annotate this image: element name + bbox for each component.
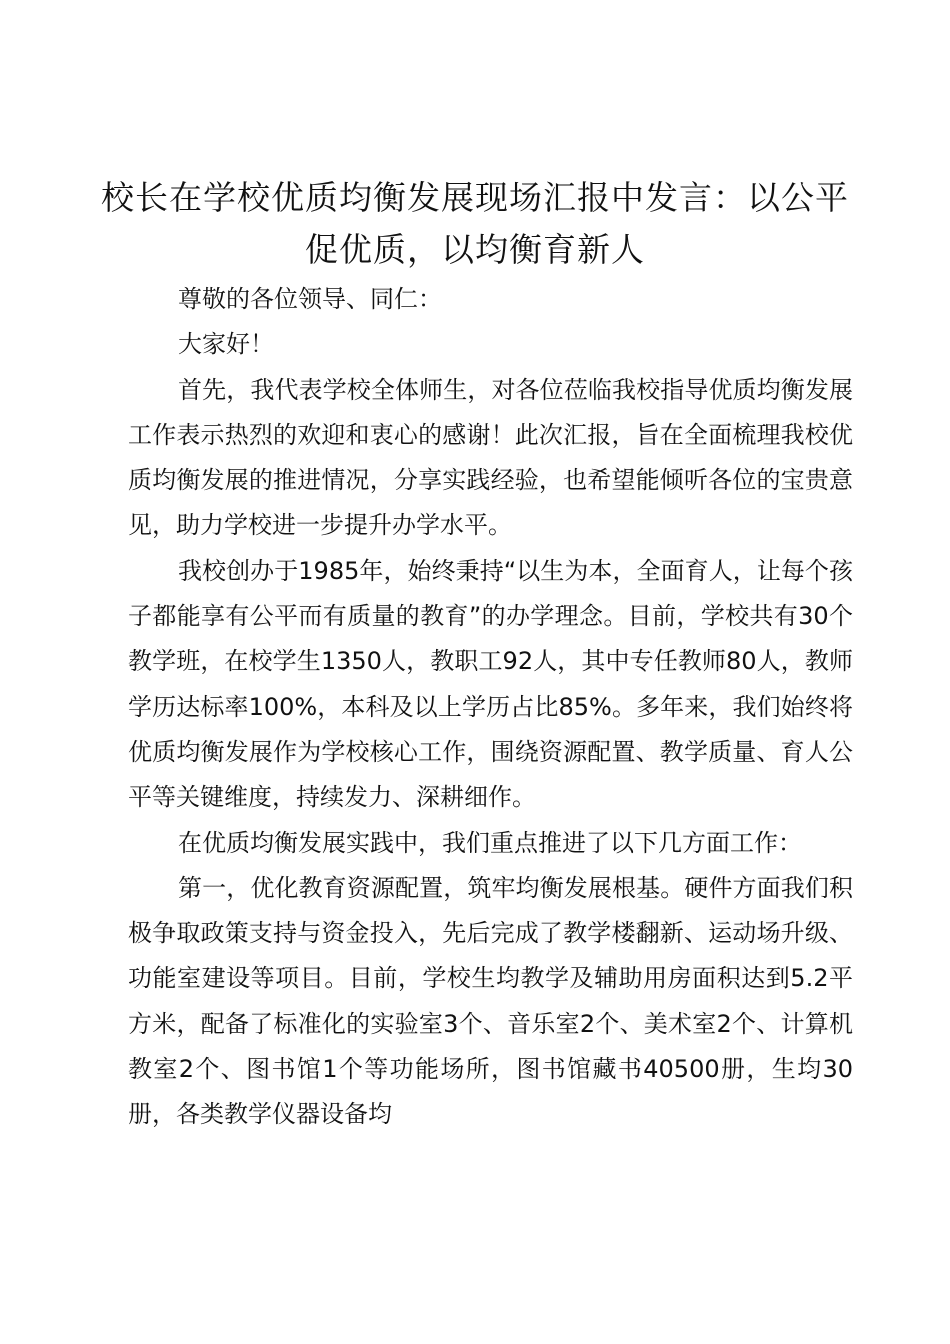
paragraph-resource-allocation: 第一，优化教育资源配置，筑牢均衡发展根基。硬件方面我们积极争取政策支持与资金投入，先后完成了教学楼翻新、运动场升级、功能室建设等项目。目前，学校生均教学及辅助用房面积达到5.2平方米，配备了标准化的实验室3个、音乐室2个、美术室2个、计算机教室2个、图书馆1个等功能场所，图书馆藏书40500册，生均30册，各类教学仪器设备均 [128, 873, 853, 1129]
greeting: 大家好！ [178, 330, 274, 359]
paragraph-work-intro: 在优质均衡发展实践中，我们重点推进了以下几方面工作： [178, 828, 802, 857]
document-title: 校长在学校优质均衡发展现场汇报中发言：以公平促优质，以均衡育新人 [101, 178, 849, 269]
document-body [128, 277, 853, 1138]
paragraph-school-overview: 我校创办于1985年，始终秉持“以生为本，全面育人，让每个孩子都能享有公平而有质量的教育”的办学理念。目前，学校共有30个教学班，在校学生1350人，教职工92人，其中专任教师80人，教师学历达标率100%，本科及以上学历占比85%。多年来，我们始终将优质均衡发展作为学校核心工作，围绕资源配置、教学质量、育人公平等关键维度，持续发力、深耕细作。 [128, 556, 853, 812]
paragraph-opening: 首先，我代表学校全体师生，对各位莅临我校指导优质均衡发展工作表示热烈的欢迎和衷心的感谢！此次汇报，旨在全面梳理我校优质均衡发展的推进情况，分享实践经验，也希望能倾听各位的宝贵意见，助力学校进一步提升办学水平。 [128, 375, 853, 540]
salutation: 尊敬的各位领导、同仁： [178, 285, 442, 313]
